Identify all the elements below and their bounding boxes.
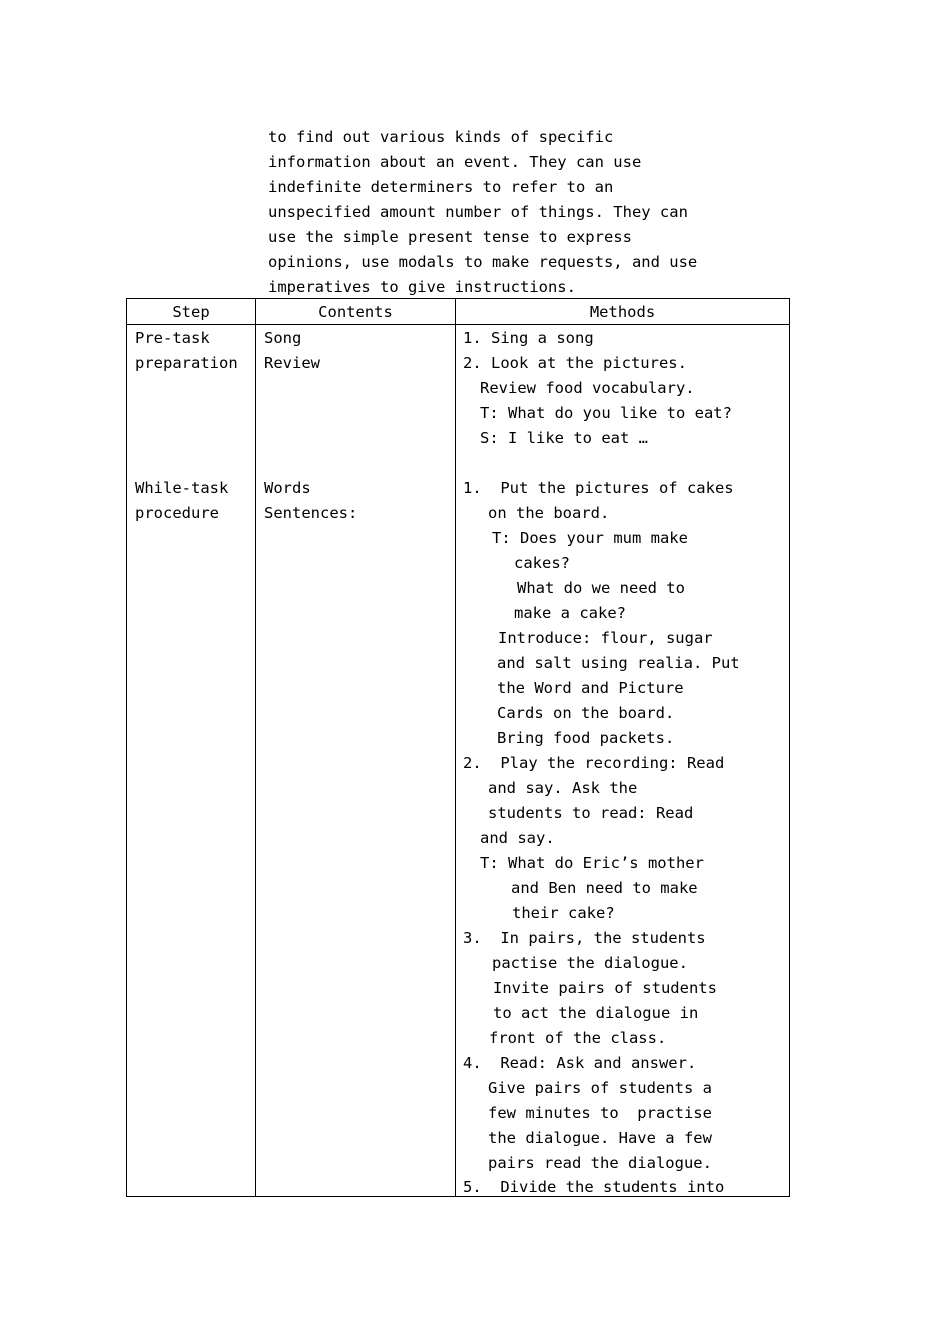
methods-line: to act the dialogue in xyxy=(493,1004,699,1022)
intro-line: information about an event. They can use xyxy=(268,153,642,171)
table-border-right xyxy=(789,298,790,1197)
contents-cell-text: Review xyxy=(264,354,320,372)
table-border-left xyxy=(126,298,127,1197)
methods-line: 1. Sing a song xyxy=(463,329,594,347)
methods-line: the Word and Picture xyxy=(497,679,684,697)
methods-line: front of the class. xyxy=(489,1029,667,1047)
methods-line: make a cake? xyxy=(514,604,626,622)
methods-line: Cards on the board. xyxy=(497,704,675,722)
methods-line: on the board. xyxy=(488,504,610,522)
methods-line: Invite pairs of students xyxy=(493,979,717,997)
methods-line: 2. Look at the pictures. xyxy=(463,354,687,372)
methods-line: and salt using realia. Put xyxy=(497,654,740,672)
methods-line: their cake? xyxy=(512,904,615,922)
step-cell-text: preparation xyxy=(135,354,238,372)
methods-line: T: What do you like to eat? xyxy=(480,404,732,422)
methods-line: T: What do Eric’s mother xyxy=(480,854,704,872)
header-contents: Contents xyxy=(318,303,393,321)
contents-cell-text: Sentences: xyxy=(264,504,358,522)
contents-cell-text: Words xyxy=(264,479,311,497)
intro-line: to find out various kinds of specific xyxy=(268,128,614,146)
column-divider xyxy=(255,298,256,1197)
methods-line: 4. Read: Ask and answer. xyxy=(463,1054,697,1072)
contents-cell-text: Song xyxy=(264,329,302,347)
column-divider xyxy=(455,298,456,1197)
methods-line: Give pairs of students a xyxy=(488,1079,712,1097)
methods-line: pactise the dialogue. xyxy=(492,954,688,972)
methods-line: Introduce: flour, sugar xyxy=(498,629,713,647)
methods-line: Bring food packets. xyxy=(497,729,675,747)
table-border-top xyxy=(126,298,790,299)
intro-line: use the simple present tense to express xyxy=(268,228,632,246)
methods-line: the dialogue. Have a few xyxy=(488,1129,712,1147)
intro-line: unspecified amount number of things. They can xyxy=(268,203,688,221)
methods-line: and say. Ask the xyxy=(488,779,638,797)
methods-line: What do we need to xyxy=(517,579,685,597)
intro-line: imperatives to give instructions. xyxy=(268,278,576,296)
methods-line: cakes? xyxy=(514,554,570,572)
step-cell-text: While-task xyxy=(135,479,229,497)
step-cell-text: procedure xyxy=(135,504,219,522)
methods-line: and Ben need to make xyxy=(511,879,698,897)
methods-line: Review food vocabulary. xyxy=(480,379,695,397)
intro-line: indefinite determiners to refer to an xyxy=(268,178,614,196)
step-cell-text: Pre-task xyxy=(135,329,210,347)
methods-line: T: Does your mum make xyxy=(492,529,688,547)
methods-line: 5. Divide the students into xyxy=(463,1178,725,1196)
header-step: Step xyxy=(172,303,210,321)
methods-line: and say. xyxy=(480,829,555,847)
methods-line: pairs read the dialogue. xyxy=(488,1154,712,1172)
methods-line: 2. Play the recording: Read xyxy=(463,754,725,772)
methods-line: 1. Put the pictures of cakes xyxy=(463,479,734,497)
methods-line: 3. In pairs, the students xyxy=(463,929,706,947)
intro-line: opinions, use modals to make requests, and use xyxy=(268,253,698,271)
methods-line: students to read: Read xyxy=(488,804,694,822)
methods-line: few minutes to practise xyxy=(488,1104,712,1122)
header-methods: Methods xyxy=(589,303,656,321)
methods-line: S: I like to eat … xyxy=(480,429,648,447)
